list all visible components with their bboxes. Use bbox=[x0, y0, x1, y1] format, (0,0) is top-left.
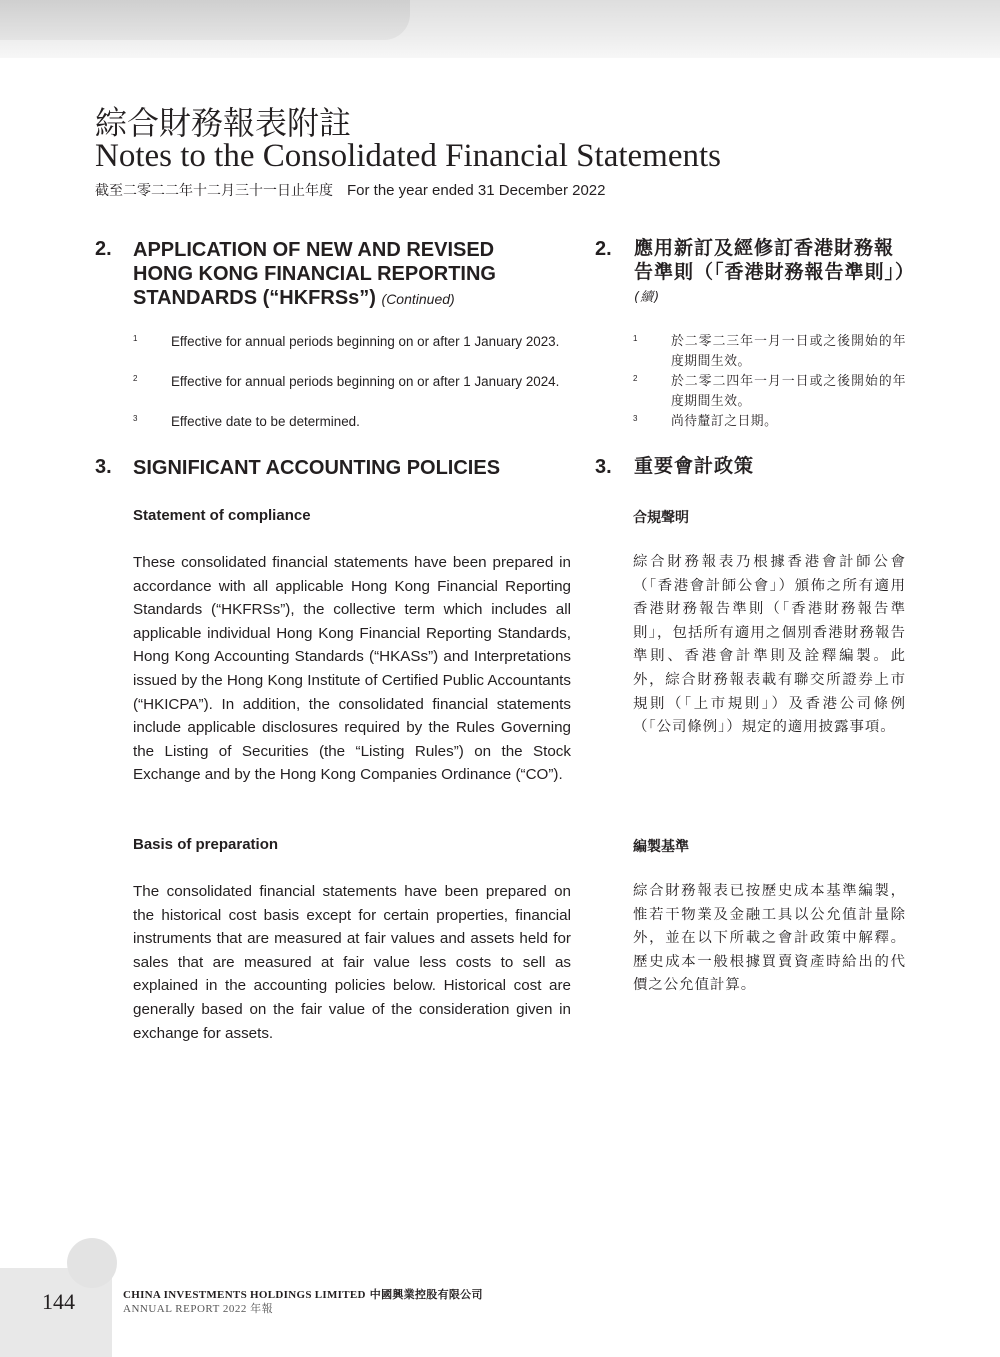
section-2-continued-zh: (續) bbox=[634, 290, 661, 305]
company-name-en: CHINA INVESTMENTS HOLDINGS LIMITED bbox=[123, 1289, 366, 1301]
section-2-number-zh: 2. bbox=[595, 238, 612, 260]
section-3-title-zh: 重要會計政策 bbox=[634, 455, 755, 477]
footnote-text: 於二零二四年一月一日或之後開始的年度期間生效。 bbox=[671, 374, 906, 409]
report-label-en: ANNUAL REPORT 2022 bbox=[123, 1303, 247, 1315]
footnote-text: 於二零二三年一月一日或之後開始的年度期間生效。 bbox=[671, 334, 906, 369]
section-2-continued-en: (Continued) bbox=[381, 291, 455, 307]
footnote-text: Effective for annual periods beginning on or after 1 January 2023. bbox=[171, 334, 560, 349]
footnote-mark: 2 bbox=[633, 374, 638, 383]
page-title-en: Notes to the Consolidated Financial Statements bbox=[95, 138, 721, 174]
footnote-text: 尚待釐訂之日期。 bbox=[671, 414, 778, 429]
basis-paragraph-en: The consolidated financial statements have been prepared on the historical cost basis except for certain properties, financial instruments that are measured at fair values and assets held for sales that are measured at fair value less costs to sell as explained in the accounting policies below. Historical cost are generally based on the fair value of the consideration given in exchange for assets. bbox=[133, 883, 571, 1042]
basis-heading-en: Basis of preparation bbox=[133, 836, 279, 853]
basis-heading-zh: 編製基準 bbox=[633, 839, 689, 855]
section-2-heading-zh bbox=[634, 237, 916, 310]
compliance-heading-zh: 合規聲明 bbox=[633, 510, 689, 526]
footnote-mark: 1 bbox=[633, 334, 638, 343]
section-3-title-en: SIGNIFICANT ACCOUNTING POLICIES bbox=[133, 457, 501, 479]
period-subtitle bbox=[95, 180, 606, 200]
section-2-title-en: APPLICATION OF NEW AND REVISED HONG KONG FINANCIAL REPORTING STANDARDS (“HKFRSs”) bbox=[133, 239, 496, 309]
footnote-mark: 2 bbox=[133, 374, 138, 383]
footnote-text: Effective for annual periods beginning on or after 1 January 2024. bbox=[171, 374, 560, 389]
footnote-mark: 3 bbox=[633, 414, 638, 423]
compliance-paragraph-en: These consolidated financial statements have been prepared in accordance with all applicable Hong Kong Financial Reporting Standards (“HKFRSs”), the collective term which includes all applicable individual Hong Kong Financial Reporting Standards, Hong Kong Accounting Standards (“HKASs”) and Interpretations issued by the Hong Kong Institute of Certified Public Accountants (“HKICPA”). In addition, the consolidated financial statements include applicable disclosures required by the Rules Governing the Listing of Securities (the “Listing Rules”) on the Stock Exchange and by the Hong Kong Companies Ordinance (“CO”). bbox=[133, 554, 571, 784]
header-decoration bbox=[0, 0, 410, 40]
compliance-paragraph-zh: 綜合財務報表乃根據香港會計師公會（「香港會計師公會」）頒佈之所有適用香港財務報告準則（「香港財務報告準則」，包括所有適用之個別香港財務報告準則、香港會計準則及詮釋編製。此外，綜合財務報表載有聯交所證券上市規則（「上市規則」）及香港公司條例（「公司條例」）規定的適用披露事項。 bbox=[633, 554, 906, 736]
section-3-number-zh: 3. bbox=[595, 456, 612, 478]
section-2-number-en: 2. bbox=[95, 238, 112, 260]
company-name-zh: 中國興業控股有限公司 bbox=[369, 1288, 483, 1301]
footer-circle-decoration bbox=[67, 1238, 117, 1288]
footnote-text: Effective date to be determined. bbox=[171, 414, 360, 429]
footnote-mark: 1 bbox=[133, 334, 138, 343]
period-zh: 截至二零二二年十二月三十一日止年度 bbox=[95, 183, 333, 199]
period-en: For the year ended 31 December 2022 bbox=[347, 182, 606, 199]
footnote-mark: 3 bbox=[133, 414, 138, 423]
page-title-zh: 綜合財務報表附註 bbox=[95, 104, 352, 142]
section-3-number-en: 3. bbox=[95, 456, 112, 478]
footer-report bbox=[123, 1300, 273, 1316]
section-2-heading-en bbox=[133, 238, 533, 311]
section-2-title-zh: 應用新訂及經修訂香港財務報告準則（「香港財務報告準則」） bbox=[634, 237, 916, 283]
report-label-zh: 年報 bbox=[250, 1302, 274, 1315]
basis-paragraph-zh: 綜合財務報表已按歷史成本基準編製，惟若干物業及金融工具以公允值計量除外，並在以下所載之會計政策中解釋。歷史成本一般根據買賣資產時給出的代價之公允值計算。 bbox=[633, 883, 906, 994]
page-number: 144 bbox=[42, 1289, 75, 1314]
compliance-heading-en: Statement of compliance bbox=[133, 507, 311, 524]
